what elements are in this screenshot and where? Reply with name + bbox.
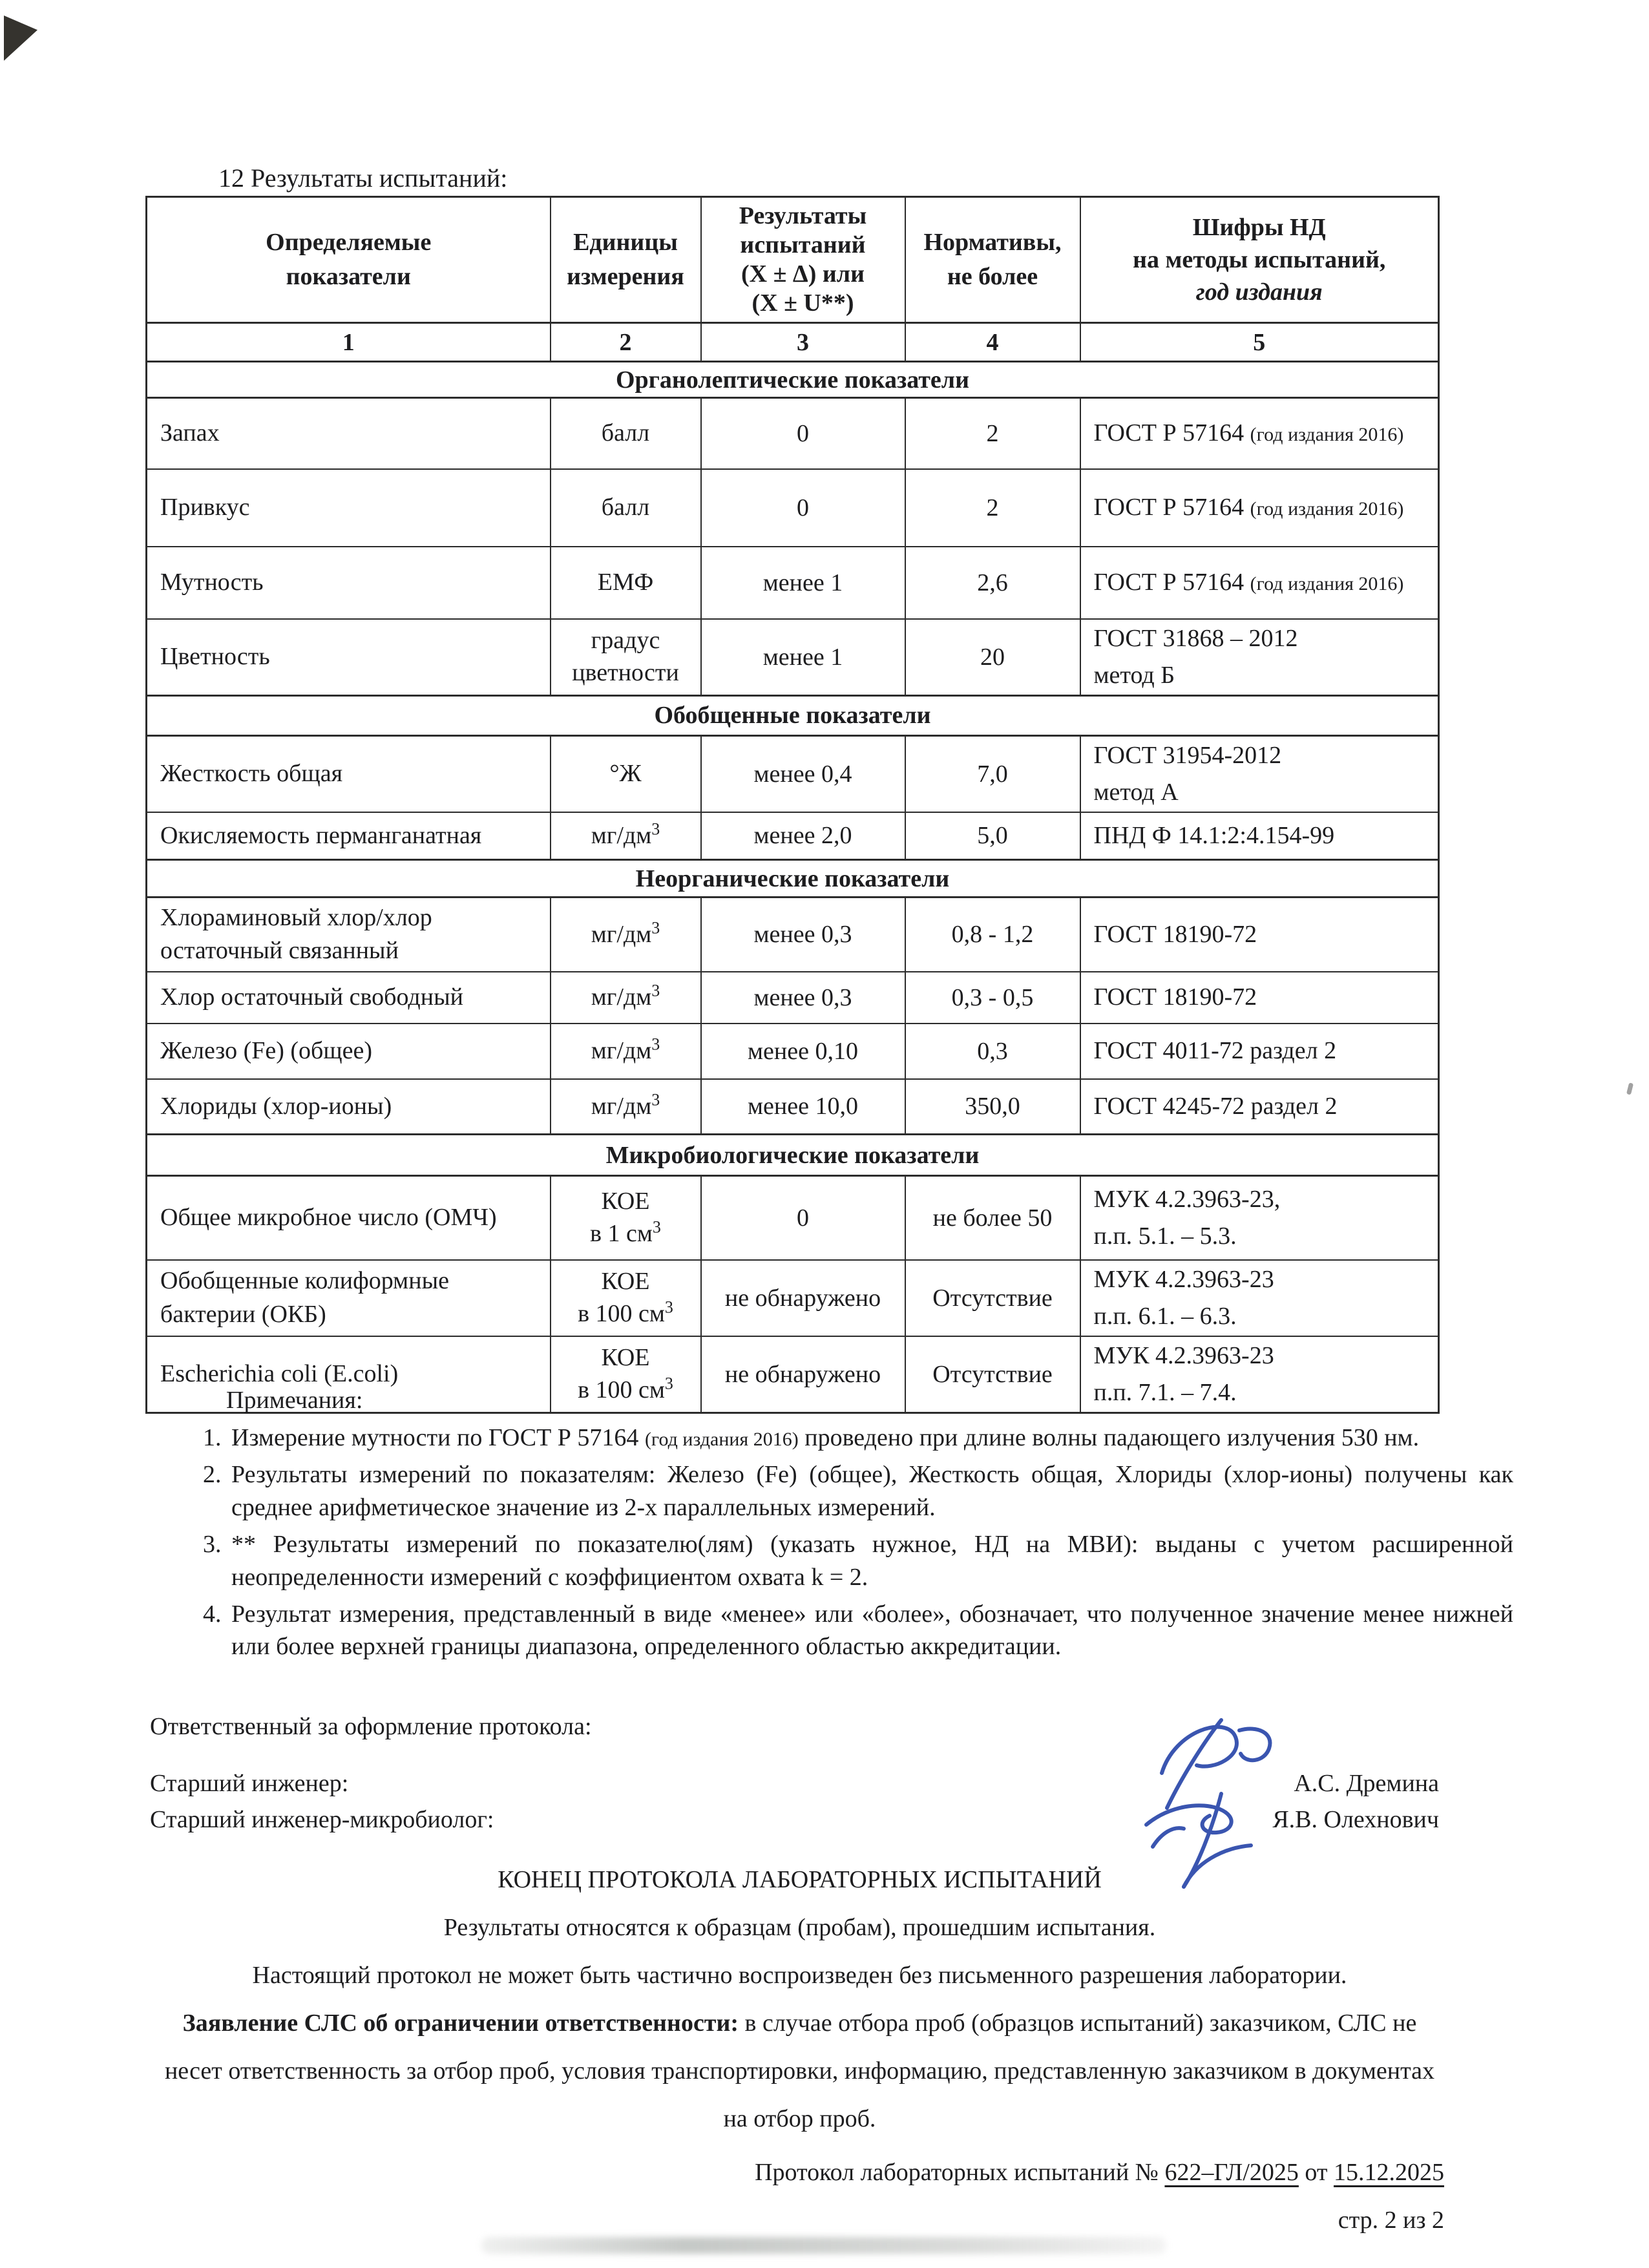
name-senior-engineer: А.С. Дремина bbox=[1294, 1770, 1439, 1797]
note-item: 1. Измерение мутности по ГОСТ Р 57164 (год издания 2016) проведено при длине волны падающего излучения 530 нм. bbox=[227, 1422, 1513, 1454]
header-method-codes: Шифры НД на методы испытаний, год издания bbox=[1080, 197, 1439, 323]
result-value: менее 0,3 bbox=[701, 898, 905, 972]
col-number-5: 5 bbox=[1080, 323, 1439, 362]
method-code: ГОСТ 4011-72 раздел 2 bbox=[1080, 1024, 1439, 1079]
norm-value: 0,8 - 1,2 bbox=[905, 898, 1080, 972]
indicator-name: Запах bbox=[147, 398, 551, 469]
norm-value: 0,3 bbox=[905, 1024, 1080, 1079]
result-value: менее 10,0 bbox=[701, 1079, 905, 1135]
result-value: не обнаружено bbox=[701, 1260, 905, 1336]
unit-cell: КОЕ в 100 $см^3$ bbox=[551, 1336, 701, 1413]
col-number-3: 3 bbox=[701, 323, 905, 362]
table-row bbox=[147, 469, 1439, 547]
no-reproduction-line: Настоящий протокол не может быть частично воспроизведен без письменного разрешения лаборатории. bbox=[252, 1962, 1347, 1990]
page-number: стр. 2 из 2 bbox=[1338, 2206, 1444, 2234]
method-code: ГОСТ 18190-72 bbox=[1080, 898, 1439, 972]
method-code: МУК 4.2.3963-23 п.п. 6.1. – 6.3. bbox=[1080, 1260, 1439, 1336]
role-senior-engineer-microbiologist: Старший инженер-микробиолог: bbox=[150, 1806, 494, 1833]
unit-cell: $мг/дм^3$ bbox=[551, 972, 701, 1024]
indicator-name: Общее микробное число (ОМЧ) bbox=[147, 1176, 551, 1260]
note-item: 4. Результат измерения, представленный в виде «менее» или «более», обозначает, что полученное значение менее нижней или более верхней границы диапазона, определенного областью аккредитации. bbox=[227, 1598, 1513, 1664]
col-number-2: 2 bbox=[551, 323, 701, 362]
norm-value: 7,0 bbox=[905, 735, 1080, 812]
section-row-organoleptic: Органолептические показатели bbox=[147, 362, 1439, 398]
result-value: не обнаружено bbox=[701, 1336, 905, 1413]
table-row bbox=[147, 1024, 1439, 1079]
result-value: менее 0,4 bbox=[701, 735, 905, 812]
method-code: ГОСТ 18190-72 bbox=[1080, 972, 1439, 1024]
unit-cell: градус цветности bbox=[551, 619, 701, 696]
unit-cell: КОЕ в 1 $см^3$ bbox=[551, 1176, 701, 1260]
footer bbox=[155, 1856, 1444, 2244]
table-row bbox=[147, 619, 1439, 696]
results-apply-line: Результаты относятся к образцам (пробам), прошедшим испытания. bbox=[443, 1914, 1156, 1942]
indicator-name: Железо (Fe) (общее) bbox=[147, 1024, 551, 1079]
unit-cell: $мг/дм^3$ bbox=[551, 812, 701, 860]
norm-value: 20 bbox=[905, 619, 1080, 696]
section-row-microbiological: Микробиологические показатели bbox=[147, 1135, 1439, 1176]
method-code: МУК 4.2.3963-23, п.п. 5.1. – 5.3. bbox=[1080, 1176, 1439, 1260]
notes-list bbox=[155, 1422, 1513, 1667]
section-row-inorganic: Неорганические показатели bbox=[147, 860, 1439, 898]
unit-cell: балл bbox=[551, 398, 701, 469]
norm-value: 0,3 - 0,5 bbox=[905, 972, 1080, 1024]
method-code: ГОСТ Р 57164 (год издания 2016) bbox=[1080, 398, 1439, 469]
method-code: ГОСТ 31954-2012 метод А bbox=[1080, 735, 1439, 812]
indicator-name: Хлориды (хлор-ионы) bbox=[147, 1079, 551, 1135]
role-senior-engineer: Старший инженер: bbox=[150, 1770, 349, 1797]
indicator-name: Привкус bbox=[147, 469, 551, 547]
column-numbers-row bbox=[147, 323, 1439, 362]
table-row bbox=[147, 972, 1439, 1024]
indicator-name: Хлор остаточный свободный bbox=[147, 972, 551, 1024]
method-code: МУК 4.2.3963-23 п.п. 7.1. – 7.4. bbox=[1080, 1336, 1439, 1413]
result-value: менее 0,10 bbox=[701, 1024, 905, 1079]
scan-corner-fold-artifact bbox=[4, 16, 37, 61]
norm-value: Отсутствие bbox=[905, 1260, 1080, 1336]
method-code: ГОСТ 31868 – 2012 метод Б bbox=[1080, 619, 1439, 696]
note-item: 2. Результаты измерений по показателям: Железо (Fe) (общее), Жесткость общая, Хлориды (хлор-ионы) получены как среднее арифметическое значение из 2-х параллельных измерений. bbox=[227, 1458, 1513, 1524]
result-value: менее 0,3 bbox=[701, 972, 905, 1024]
indicator-name: Жесткость общая bbox=[147, 735, 551, 812]
unit-cell: $мг/дм^3$ bbox=[551, 1024, 701, 1079]
norm-value: Отсутствие bbox=[905, 1336, 1080, 1413]
table-row bbox=[147, 547, 1439, 619]
indicator-name: Окисляемость перманганатная bbox=[147, 812, 551, 860]
indicator-name: Цветность bbox=[147, 619, 551, 696]
method-code: ГОСТ Р 57164 (год издания 2016) bbox=[1080, 547, 1439, 619]
norm-value: 5,0 bbox=[905, 812, 1080, 860]
end-of-protocol-line: КОНЕЦ ПРОТОКОЛА ЛАБОРАТОРНЫХ ИСПЫТАНИЙ bbox=[498, 1866, 1102, 1893]
result-value: менее 1 bbox=[701, 547, 905, 619]
indicator-name: Хлораминовый хлор/хлор остаточный связанный bbox=[147, 898, 551, 972]
norm-value: не более 50 bbox=[905, 1176, 1080, 1260]
section-row-generalized: Обобщенные показатели bbox=[147, 695, 1439, 735]
norm-value: 2 bbox=[905, 469, 1080, 547]
unit-cell: балл bbox=[551, 469, 701, 547]
method-code: ГОСТ Р 57164 (год издания 2016) bbox=[1080, 469, 1439, 547]
protocol-number: 622–ГЛ/2025 bbox=[1164, 2158, 1299, 2186]
responsible-label: Ответственный за оформление протокола: bbox=[150, 1713, 592, 1740]
norm-value: 2,6 bbox=[905, 547, 1080, 619]
name-senior-engineer-microbiologist: Я.В. Олехнович bbox=[1272, 1806, 1439, 1833]
unit-cell: КОЕ в 100 $см^3$ bbox=[551, 1260, 701, 1336]
protocol-date: 15.12.2025 bbox=[1334, 2158, 1444, 2186]
protocol-number-line: Протокол лабораторных испытаний № 622–ГЛ/2025 от 15.12.2025 bbox=[755, 2158, 1444, 2186]
test-results-table bbox=[145, 196, 1440, 1414]
col-number-4: 4 bbox=[905, 323, 1080, 362]
table-row bbox=[147, 398, 1439, 469]
notes-label: Примечания: bbox=[226, 1387, 363, 1414]
unit-cell: $мг/дм^3$ bbox=[551, 1079, 701, 1135]
result-value: 0 bbox=[701, 1176, 905, 1260]
table-row bbox=[147, 1260, 1439, 1336]
method-code: ГОСТ 4245-72 раздел 2 bbox=[1080, 1079, 1439, 1135]
table-row bbox=[147, 898, 1439, 972]
result-value: менее 2,0 bbox=[701, 812, 905, 860]
result-value: менее 1 bbox=[701, 619, 905, 696]
header-units: Единицы измерения bbox=[551, 197, 701, 323]
unit-cell: $мг/дм^3$ bbox=[551, 898, 701, 972]
norm-value: 350,0 bbox=[905, 1079, 1080, 1135]
table-row bbox=[147, 1079, 1439, 1135]
liability-disclaimer: Заявление СЛС об ограничении ответственности: в случае отбора проб (образцов испытаний) заказчиком, СЛС не несет ответственность за отбор проб, условия транспортировки, информацию, представленную заказчиком в документах на отбор проб. bbox=[164, 2010, 1435, 2133]
unit-cell: °Ж bbox=[551, 735, 701, 812]
note-item: 3. ** Результаты измерений по показателю(лям) (указать нужное, НД на МВИ): выданы с учетом расширенной неопределенности измерений с коэффициентом охвата k = 2. bbox=[227, 1528, 1513, 1594]
scan-speck-artifact bbox=[1626, 1082, 1633, 1095]
table-row bbox=[147, 812, 1439, 860]
indicator-name: Escherichia coli (E.coli) bbox=[147, 1336, 551, 1413]
table-header-row bbox=[147, 197, 1439, 323]
header-norms: Нормативы, не более bbox=[905, 197, 1080, 323]
table-row bbox=[147, 735, 1439, 812]
unit-cell: ЕМФ bbox=[551, 547, 701, 619]
results-section-title: 12 Результаты испытаний: bbox=[218, 163, 508, 193]
result-value: 0 bbox=[701, 398, 905, 469]
header-results: Результаты испытаний (X ± Δ) или (X ± U**) bbox=[701, 197, 905, 323]
header-indicators: Определяемые показатели bbox=[147, 197, 551, 323]
indicator-name: Мутность bbox=[147, 547, 551, 619]
method-code: ПНД Ф 14.1:2:4.154-99 bbox=[1080, 812, 1439, 860]
result-value: 0 bbox=[701, 469, 905, 547]
norm-value: 2 bbox=[905, 398, 1080, 469]
indicator-name: Обобщенные колиформные бактерии (ОКБ) bbox=[147, 1260, 551, 1336]
col-number-1: 1 bbox=[147, 323, 551, 362]
table-row bbox=[147, 1176, 1439, 1260]
